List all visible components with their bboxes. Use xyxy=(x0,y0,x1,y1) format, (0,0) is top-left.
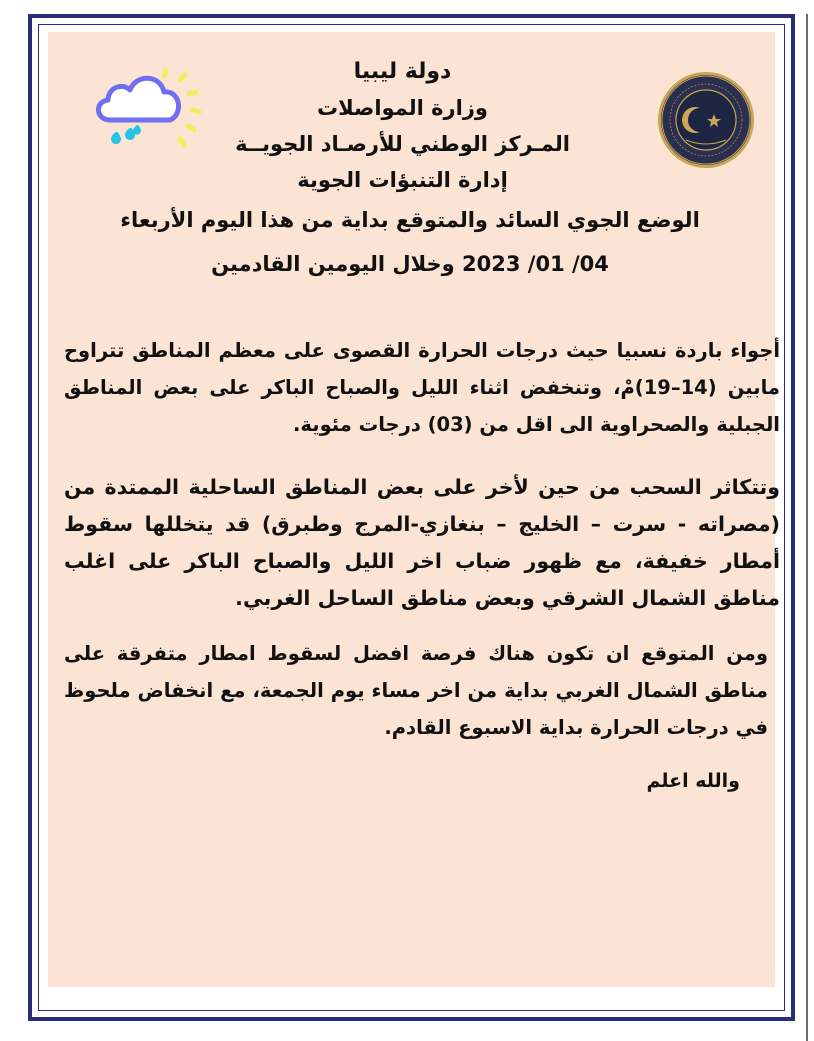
center-name: المـركز الوطني للأرصـاد الجويــة xyxy=(235,132,570,156)
department-name: إدارة التنبؤات الجوية xyxy=(297,168,508,192)
ministry-name: وزارة المواصلات xyxy=(316,96,488,120)
closing-phrase: والله اعلم xyxy=(646,770,740,792)
letterhead xyxy=(170,54,730,198)
paragraph-clouds: وتتكاثر السحب من حين لأخر على بعض المناطق الساحلية الممتدة من (مصراته - سرت – الخليج – بنغازي-المرج وطبرق) قد يتخللها سقوط أمطار خفيفة، مع ظهور ضباب اخر الليل والصباح الباكر على اغلب مناطق الشمال الشرقي وبعض مناطق الساحل الغربي. xyxy=(64,475,780,610)
forecast-title-line2: 04/ 01/ 2023 وخلال اليومين القادمين xyxy=(211,252,609,276)
paragraph-temperature: أجواء باردة نسبيا حيث درجات الحرارة القصوى على معظم المناطق تتراوح مابين (14–19)مْ، وتنخفض اثناء الليل والصباح الباكر على بعض المناطق الجبلية والصحراوية الى اقل من (03) درجات مئوية. xyxy=(64,339,780,436)
forecast-body xyxy=(64,332,780,756)
country-name: دولة ليبيا xyxy=(353,59,452,84)
forecast-title xyxy=(60,198,760,286)
forecast-title-line1: الوضع الجوي السائد والمتوقع بداية من هذا اليوم الأربعاء xyxy=(120,208,700,232)
paragraph-outlook: ومن المتوقع ان تكون هناك فرصة افضل لسقوط امطار متفرقة على مناطق الشمال الغربي بداية من اخر مساء يوم الجمعة، مع انخفاض ملحوظ في درجات الحرارة بداية الاسبوع القادم. xyxy=(64,642,768,739)
page-edge xyxy=(806,14,808,1041)
